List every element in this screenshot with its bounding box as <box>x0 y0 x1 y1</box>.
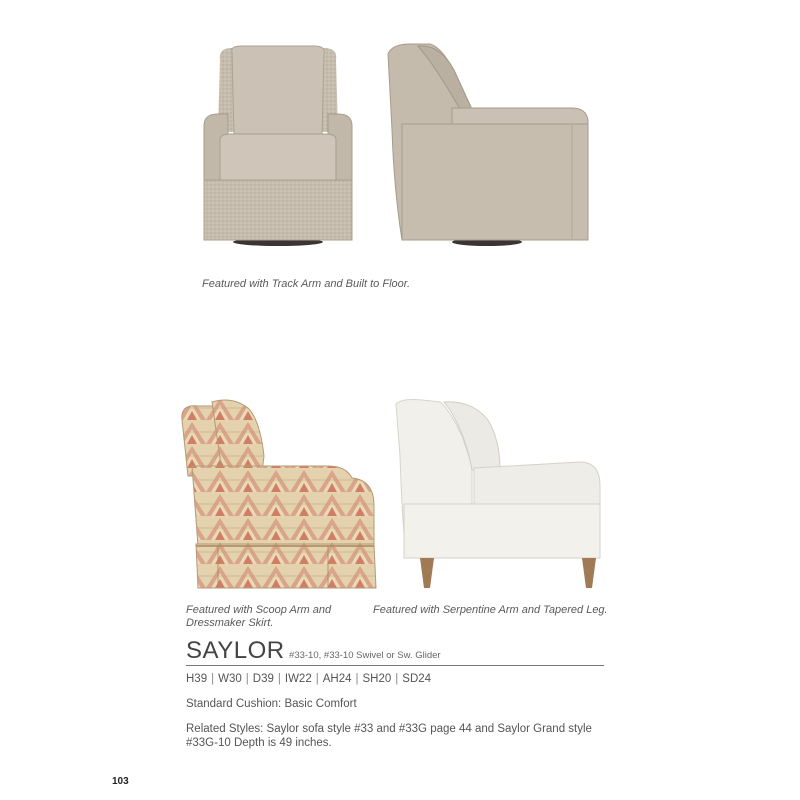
dimension-arm-height: AH24 <box>322 673 352 685</box>
dimension-width: W30 <box>218 673 242 685</box>
dimensions-row: H39 | W30 | D39 | IW22 | AH24 | SH20 | SD24 <box>186 673 432 685</box>
dimension-seat-height: SH20 <box>362 673 392 685</box>
chair-front-view-image <box>198 40 358 250</box>
title-divider <box>186 665 604 666</box>
chair-patterned-skirt-image <box>178 396 378 591</box>
dimension-seat-depth: SD24 <box>402 673 432 685</box>
cushion-text: Standard Cushion: Basic Comfort <box>186 698 357 710</box>
bottom-right-chair-caption: Featured with Serpentine Arm and Tapered Leg. <box>373 604 608 616</box>
top-chair-caption: Featured with Track Arm and Built to Floor. <box>202 278 411 290</box>
dimension-depth: D39 <box>252 673 274 685</box>
product-heading <box>186 637 606 665</box>
product-style-numbers: #33-10, #33-10 Swivel or Sw. Glider <box>289 650 441 661</box>
dimension-height: H39 <box>186 673 208 685</box>
dimension-inside-width: IW22 <box>284 673 312 685</box>
page-number: 103 <box>112 776 129 787</box>
related-styles-text: Related Styles: Saylor sofa style #33 and #33G page 44 and Saylor Grand style #33G-10 Depth is 49 inches. <box>186 723 592 749</box>
product-name: SAYLOR <box>186 637 285 664</box>
chair-side-view-image <box>382 40 592 250</box>
bottom-left-chair-caption: Featured with Scoop Arm and Dressmaker Skirt. <box>186 604 332 629</box>
chair-ivory-tapered-leg-image <box>392 396 604 591</box>
